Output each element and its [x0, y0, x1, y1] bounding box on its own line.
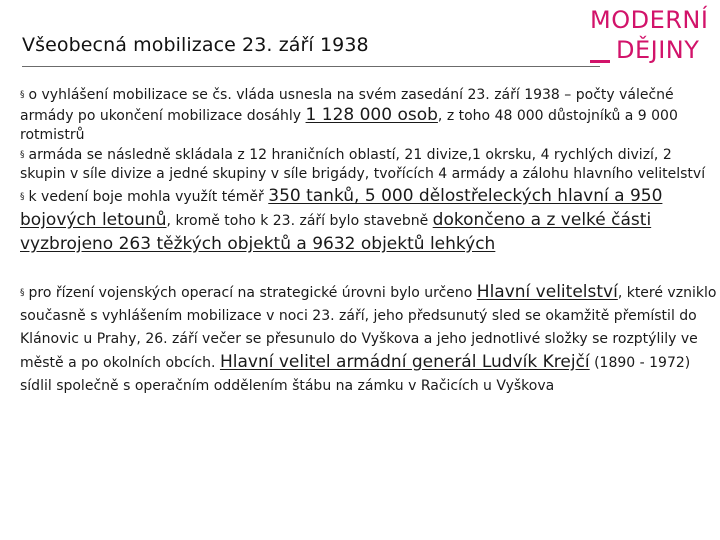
bullet-icon: § [20, 90, 25, 100]
bullet-icon: § [20, 149, 25, 160]
paragraph-text: armáda se následně skládala z 12 hraničních oblastí, 21 divize,1 okrsku, 4 rychlých divizí, 2 skupin v síle divize a jedné skupiny v síle brigády, tvořících 4 armády a zálohu hlavního velitelství [20, 146, 706, 182]
moderni-dejiny-logo [590, 6, 718, 70]
logo-underscore [590, 60, 610, 63]
paragraph-mobilization-decision [20, 86, 720, 146]
content-body [20, 86, 720, 398]
bullet-icon: § [20, 287, 25, 298]
highlight-text: 1 128 000 osob [305, 104, 438, 125]
highlight-text: dokončeno a z velké části vyzbrojeno 263 těžkých objektů a 9632 objektů lehkých [20, 209, 652, 254]
paragraph-text: pro řízení vojenských operací na strategické úrovni bylo určeno [28, 284, 477, 301]
paragraph-text: , z toho 48 000 důstojníků a 9 000 rotmistrů [20, 107, 678, 143]
paragraph-army-structure [20, 146, 720, 185]
paragraph-text: , kromě toho k 23. září bylo stavebně [166, 212, 433, 229]
paragraph-text: (1890 - 1972) sídlil společně s operačním oddělením štábu na zámku v Račicích u Vyškova [20, 354, 691, 394]
page-title: Všeobecná mobilizace 23. září 1938 [22, 34, 369, 56]
highlight-text: Hlavní velitelství [476, 281, 618, 302]
paragraph-text: o vyhlášení mobilizace se čs. vláda usnesla na svém zasedání 23. září 1938 – počty válečné armády po ukončení mobilizace dosáhly [20, 87, 674, 124]
title-underline [22, 66, 600, 67]
paragraph-text: , které vzniklo současně s vyhlášením mobilizace v noci 23. září, jeho předsunutý sled se okamžitě přemístil do Klánovic u Prahy, 26. září večer se přesunulo do Vyškova a jeho jednotlivé složky se rozptýlily ve městě a po okolních obcích. [20, 284, 717, 371]
highlight-text: Hlavní velitel armádní generál Ludvík Krejčí [219, 351, 590, 372]
paragraph-headquarters [20, 281, 720, 398]
logo-line1: MODERNÍ [590, 6, 709, 34]
bullet-icon: § [20, 191, 25, 202]
highlight-text: 350 tanků, 5 000 dělostřeleckých hlavní a 950 bojových letounů [20, 185, 663, 230]
paragraph-text: k vedení boje mohla využít téměř [28, 188, 269, 205]
logo-line2: DĚJINY [616, 36, 700, 64]
paragraph-equipment [20, 185, 720, 257]
